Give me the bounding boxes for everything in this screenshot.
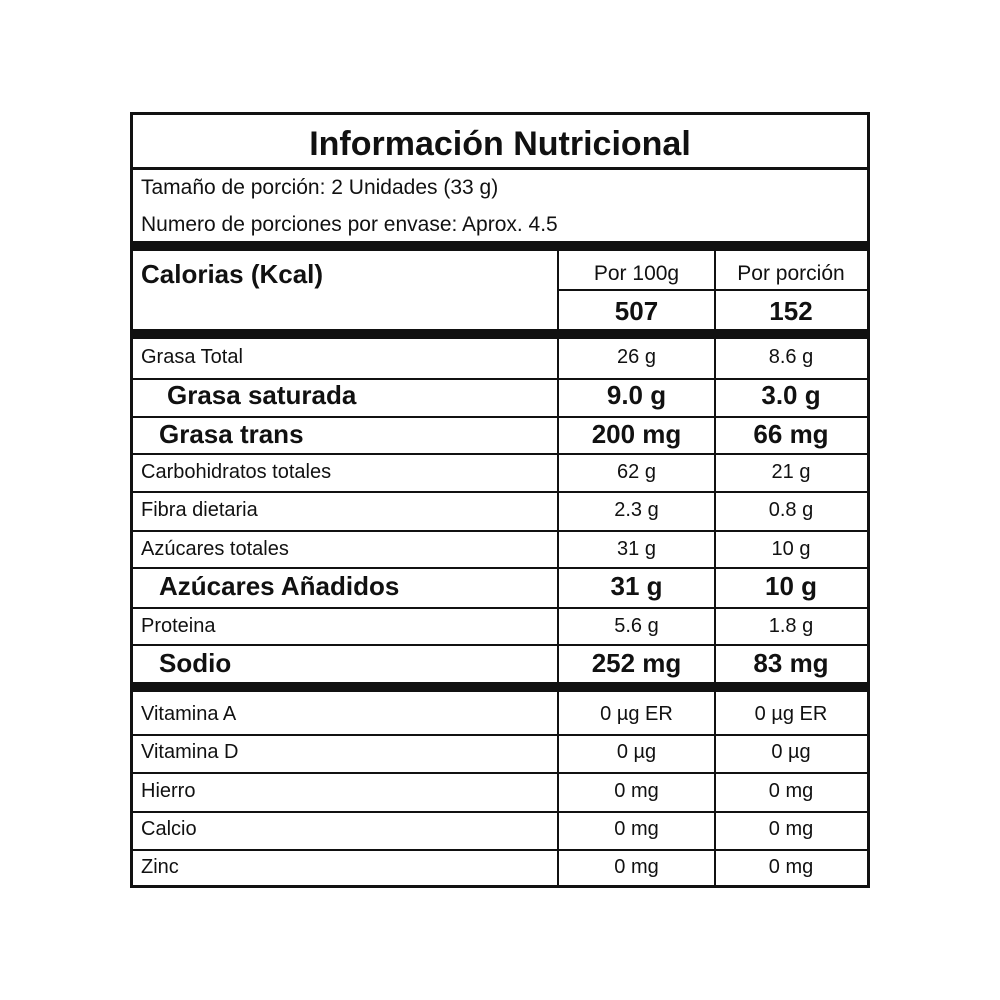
divider [133, 607, 867, 609]
micronutrient-per-100g: 0 mg [614, 818, 659, 840]
nutrient-label: Grasa trans [159, 419, 304, 449]
calories-per-portion: 152 [769, 296, 813, 326]
nutrient-per-100g: 2.3 g [614, 499, 659, 521]
calories-per-100g: 507 [614, 296, 659, 326]
column-header-per-100g: Por 100g [593, 262, 680, 285]
divider [133, 734, 867, 736]
micronutrient-label: Hierro [141, 780, 196, 802]
micronutrient-label: Calcio [141, 818, 197, 840]
nutrient-per-portion: 10 g [771, 538, 811, 560]
nutrient-per-portion: 21 g [771, 461, 811, 483]
divider [133, 567, 867, 569]
panel-title: Información Nutricional [309, 125, 691, 163]
nutrient-label: Sodio [159, 648, 232, 678]
thick-divider [133, 682, 867, 692]
nutrient-per-portion: 0.8 g [768, 499, 814, 521]
nutrient-label: Grasa saturada [167, 380, 357, 410]
nutrient-label: Grasa Total [141, 346, 243, 368]
nutrient-per-100g: 31 g [610, 571, 663, 601]
nutrient-label: Fibra dietaria [141, 499, 258, 521]
serving-size: Tamaño de porción: 2 Unidades (33 g) [141, 176, 499, 199]
micronutrient-per-portion: 0 mg [768, 780, 814, 802]
column-divider [557, 339, 559, 682]
nutrient-per-portion: 10 g [764, 571, 818, 601]
column-header-per-portion: Por porción [737, 262, 845, 285]
thick-divider [133, 241, 867, 251]
micronutrient-per-portion: 0 mg [768, 856, 814, 878]
nutrient-per-100g: 31 g [617, 538, 656, 560]
divider [558, 289, 867, 291]
divider [133, 416, 867, 418]
micronutrient-per-100g: 0 mg [614, 780, 659, 802]
divider [133, 644, 867, 646]
micronutrient-per-100g: 0 µg [616, 741, 657, 763]
nutrient-per-100g: 200 mg [591, 419, 682, 449]
divider [133, 772, 867, 774]
micronutrient-label: Zinc [141, 856, 179, 878]
nutrient-per-100g: 5.6 g [614, 615, 659, 637]
column-divider [714, 692, 716, 885]
thick-divider [133, 329, 867, 339]
column-divider [557, 692, 559, 885]
micronutrient-per-portion: 0 µg [771, 741, 811, 763]
divider [133, 530, 867, 532]
nutrient-per-100g: 26 g [617, 346, 656, 368]
column-divider [714, 251, 716, 329]
nutrient-per-100g: 9.0 g [606, 380, 667, 410]
nutrient-label: Azúcares Añadidos [159, 571, 400, 601]
micronutrient-label: Vitamina D [141, 741, 239, 763]
divider [133, 811, 867, 813]
micronutrient-per-100g: 0 mg [614, 856, 659, 878]
calories-label: Calorias (Kcal) [141, 259, 324, 289]
nutrient-per-100g: 62 g [617, 461, 656, 483]
nutrient-label: Proteina [141, 615, 216, 637]
nutrient-per-portion: 83 mg [753, 648, 829, 678]
micronutrient-per-portion: 0 µg ER [754, 703, 828, 725]
column-divider [557, 251, 559, 329]
nutrient-label: Carbohidratos totales [141, 461, 332, 483]
micronutrient-per-100g: 0 µg ER [600, 703, 673, 725]
nutrient-per-portion: 8.6 g [768, 346, 814, 368]
divider [133, 491, 867, 493]
divider [133, 453, 867, 455]
nutrient-per-portion: 66 mg [753, 419, 829, 449]
micronutrient-label: Vitamina A [141, 703, 237, 725]
nutrient-per-portion: 1.8 g [768, 615, 814, 637]
servings-per-container: Numero de porciones por envase: Aprox. 4.5 [141, 213, 558, 236]
divider [133, 849, 867, 851]
nutrient-per-portion: 3.0 g [761, 380, 821, 410]
nutrition-facts-panel [130, 112, 870, 888]
column-divider [714, 339, 716, 682]
nutrient-per-100g: 252 mg [591, 648, 682, 678]
nutrient-label: Azúcares totales [141, 538, 289, 560]
micronutrient-per-portion: 0 mg [768, 818, 814, 840]
divider [133, 167, 867, 170]
